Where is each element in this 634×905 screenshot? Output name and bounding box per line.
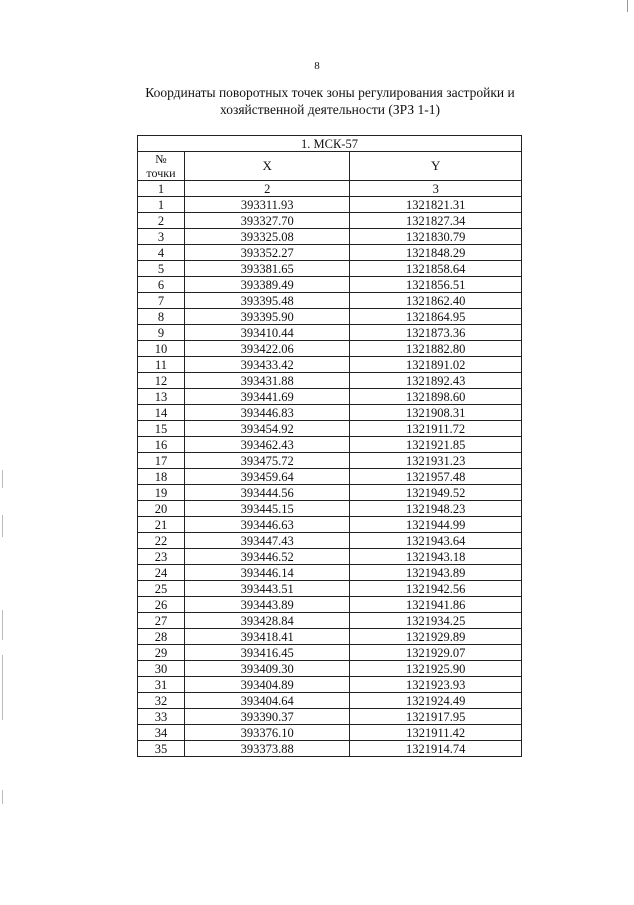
y-coordinate-cell: 1321929.07 — [350, 645, 522, 661]
x-coordinate-cell: 393428.84 — [184, 613, 350, 629]
table-row — [138, 517, 522, 533]
point-number-cell: 11 — [138, 357, 185, 373]
x-coordinate-cell: 393462.43 — [184, 437, 350, 453]
table-row — [138, 501, 522, 517]
point-number-cell: 28 — [138, 629, 185, 645]
scan-margin-mark — [2, 790, 3, 804]
document-title — [120, 84, 540, 118]
y-coordinate-cell: 1321911.72 — [350, 421, 522, 437]
y-coordinate-cell: 1321934.25 — [350, 613, 522, 629]
y-coordinate-cell: 1321943.18 — [350, 549, 522, 565]
scan-margin-mark — [2, 610, 3, 640]
table-row — [138, 293, 522, 309]
table-row — [138, 405, 522, 421]
y-coordinate-cell: 1321957.48 — [350, 469, 522, 485]
table-row — [138, 709, 522, 725]
table-row — [138, 277, 522, 293]
header-row — [138, 152, 522, 181]
point-number-cell: 3 — [138, 229, 185, 245]
table-row — [138, 341, 522, 357]
point-number-cell: 25 — [138, 581, 185, 597]
table-row — [138, 389, 522, 405]
y-coordinate-cell: 1321827.34 — [350, 213, 522, 229]
column-index-cell: 1 — [138, 181, 185, 197]
point-number-cell: 13 — [138, 389, 185, 405]
table-row — [138, 229, 522, 245]
x-coordinate-cell: 393443.89 — [184, 597, 350, 613]
x-coordinate-cell: 393416.45 — [184, 645, 350, 661]
point-number-cell: 7 — [138, 293, 185, 309]
y-coordinate-cell: 1321941.86 — [350, 597, 522, 613]
point-number-cell: 19 — [138, 485, 185, 501]
y-coordinate-cell: 1321943.89 — [350, 565, 522, 581]
table-row — [138, 549, 522, 565]
y-coordinate-cell: 1321873.36 — [350, 325, 522, 341]
table-row — [138, 613, 522, 629]
scan-margin-mark — [2, 655, 3, 720]
scan-edge-mark — [627, 0, 628, 12]
x-coordinate-cell: 393404.89 — [184, 677, 350, 693]
header-num-word: точки — [146, 166, 176, 180]
table-row — [138, 565, 522, 581]
x-coordinate-cell: 393454.92 — [184, 421, 350, 437]
y-coordinate-cell: 1321921.85 — [350, 437, 522, 453]
point-number-cell: 15 — [138, 421, 185, 437]
y-coordinate-cell: 1321882.80 — [350, 341, 522, 357]
table-row — [138, 453, 522, 469]
point-number-cell: 18 — [138, 469, 185, 485]
column-index-row — [138, 181, 522, 197]
table-row — [138, 581, 522, 597]
title-line-1: Координаты поворотных точек зоны регулирования застройки и — [145, 85, 515, 100]
x-coordinate-cell: 393395.48 — [184, 293, 350, 309]
point-number-cell: 22 — [138, 533, 185, 549]
x-coordinate-cell: 393390.37 — [184, 709, 350, 725]
table-row — [138, 421, 522, 437]
header-num-symbol: № — [155, 152, 167, 166]
point-number-cell: 27 — [138, 613, 185, 629]
x-coordinate-cell: 393431.88 — [184, 373, 350, 389]
point-number-cell: 9 — [138, 325, 185, 341]
x-coordinate-cell: 393447.43 — [184, 533, 350, 549]
y-coordinate-cell: 1321948.23 — [350, 501, 522, 517]
point-number-cell: 29 — [138, 645, 185, 661]
table-row — [138, 741, 522, 757]
column-index-cell: 2 — [184, 181, 350, 197]
y-coordinate-cell: 1321830.79 — [350, 229, 522, 245]
table-row — [138, 213, 522, 229]
y-coordinate-cell: 1321892.43 — [350, 373, 522, 389]
x-coordinate-cell: 393410.44 — [184, 325, 350, 341]
column-index-cell: 3 — [350, 181, 522, 197]
y-coordinate-cell: 1321944.99 — [350, 517, 522, 533]
table-row — [138, 533, 522, 549]
point-number-cell: 10 — [138, 341, 185, 357]
x-coordinate-cell: 393352.27 — [184, 245, 350, 261]
x-coordinate-cell: 393418.41 — [184, 629, 350, 645]
table-row — [138, 677, 522, 693]
point-number-cell: 12 — [138, 373, 185, 389]
x-coordinate-cell: 393404.64 — [184, 693, 350, 709]
x-coordinate-cell: 393446.52 — [184, 549, 350, 565]
header-point-number — [138, 152, 185, 181]
x-coordinate-cell: 393381.65 — [184, 261, 350, 277]
x-coordinate-cell: 393409.30 — [184, 661, 350, 677]
x-coordinate-cell: 393389.49 — [184, 277, 350, 293]
coordinate-system-label: 1. МСК-57 — [138, 136, 522, 152]
x-coordinate-cell: 393373.88 — [184, 741, 350, 757]
table-row — [138, 325, 522, 341]
table-row — [138, 485, 522, 501]
x-coordinate-cell: 393325.08 — [184, 229, 350, 245]
table-row — [138, 261, 522, 277]
scan-margin-mark — [2, 470, 3, 488]
y-coordinate-cell: 1321911.42 — [350, 725, 522, 741]
point-number-cell: 5 — [138, 261, 185, 277]
coordinates-body — [138, 197, 522, 757]
x-coordinate-cell: 393446.14 — [184, 565, 350, 581]
x-coordinate-cell: 393327.70 — [184, 213, 350, 229]
y-coordinate-cell: 1321943.64 — [350, 533, 522, 549]
point-number-cell: 35 — [138, 741, 185, 757]
point-number-cell: 2 — [138, 213, 185, 229]
table-row — [138, 197, 522, 213]
point-number-cell: 8 — [138, 309, 185, 325]
y-coordinate-cell: 1321858.64 — [350, 261, 522, 277]
y-coordinate-cell: 1321925.90 — [350, 661, 522, 677]
point-number-cell: 23 — [138, 549, 185, 565]
table-row — [138, 693, 522, 709]
point-number-cell: 26 — [138, 597, 185, 613]
table-row — [138, 661, 522, 677]
y-coordinate-cell: 1321856.51 — [350, 277, 522, 293]
coordinates-table — [137, 135, 522, 757]
x-coordinate-cell: 393446.83 — [184, 405, 350, 421]
x-coordinate-cell: 393459.64 — [184, 469, 350, 485]
y-coordinate-cell: 1321891.02 — [350, 357, 522, 373]
point-number-cell: 33 — [138, 709, 185, 725]
x-coordinate-cell: 393376.10 — [184, 725, 350, 741]
x-coordinate-cell: 393445.15 — [184, 501, 350, 517]
point-number-cell: 1 — [138, 197, 185, 213]
y-coordinate-cell: 1321864.95 — [350, 309, 522, 325]
y-coordinate-cell: 1321917.95 — [350, 709, 522, 725]
header-y: Y — [350, 152, 522, 181]
y-coordinate-cell: 1321914.74 — [350, 741, 522, 757]
point-number-cell: 32 — [138, 693, 185, 709]
table-row — [138, 597, 522, 613]
y-coordinate-cell: 1321848.29 — [350, 245, 522, 261]
coordinate-system-row — [138, 136, 522, 152]
x-coordinate-cell: 393446.63 — [184, 517, 350, 533]
y-coordinate-cell: 1321931.23 — [350, 453, 522, 469]
y-coordinate-cell: 1321898.60 — [350, 389, 522, 405]
table-row — [138, 469, 522, 485]
scan-margin-mark — [2, 515, 3, 537]
x-coordinate-cell: 393422.06 — [184, 341, 350, 357]
y-coordinate-cell: 1321908.31 — [350, 405, 522, 421]
point-number-cell: 20 — [138, 501, 185, 517]
table-row — [138, 357, 522, 373]
page-number: 8 — [314, 60, 320, 72]
x-coordinate-cell: 393475.72 — [184, 453, 350, 469]
point-number-cell: 21 — [138, 517, 185, 533]
table-row — [138, 309, 522, 325]
y-coordinate-cell: 1321949.52 — [350, 485, 522, 501]
x-coordinate-cell: 393433.42 — [184, 357, 350, 373]
point-number-cell: 16 — [138, 437, 185, 453]
table-row — [138, 437, 522, 453]
point-number-cell: 34 — [138, 725, 185, 741]
x-coordinate-cell: 393311.93 — [184, 197, 350, 213]
x-coordinate-cell: 393441.69 — [184, 389, 350, 405]
x-coordinate-cell: 393443.51 — [184, 581, 350, 597]
point-number-cell: 31 — [138, 677, 185, 693]
table-row — [138, 245, 522, 261]
x-coordinate-cell: 393444.56 — [184, 485, 350, 501]
point-number-cell: 4 — [138, 245, 185, 261]
y-coordinate-cell: 1321924.49 — [350, 693, 522, 709]
y-coordinate-cell: 1321862.40 — [350, 293, 522, 309]
point-number-cell: 14 — [138, 405, 185, 421]
table-row — [138, 645, 522, 661]
header-x: X — [184, 152, 350, 181]
y-coordinate-cell: 1321929.89 — [350, 629, 522, 645]
point-number-cell: 17 — [138, 453, 185, 469]
table-row — [138, 373, 522, 389]
y-coordinate-cell: 1321923.93 — [350, 677, 522, 693]
y-coordinate-cell: 1321821.31 — [350, 197, 522, 213]
table-row — [138, 725, 522, 741]
x-coordinate-cell: 393395.90 — [184, 309, 350, 325]
point-number-cell: 6 — [138, 277, 185, 293]
point-number-cell: 30 — [138, 661, 185, 677]
point-number-cell: 24 — [138, 565, 185, 581]
y-coordinate-cell: 1321942.56 — [350, 581, 522, 597]
table-row — [138, 629, 522, 645]
title-line-2: хозяйственной деятельности (ЗРЗ 1-1) — [220, 102, 440, 117]
